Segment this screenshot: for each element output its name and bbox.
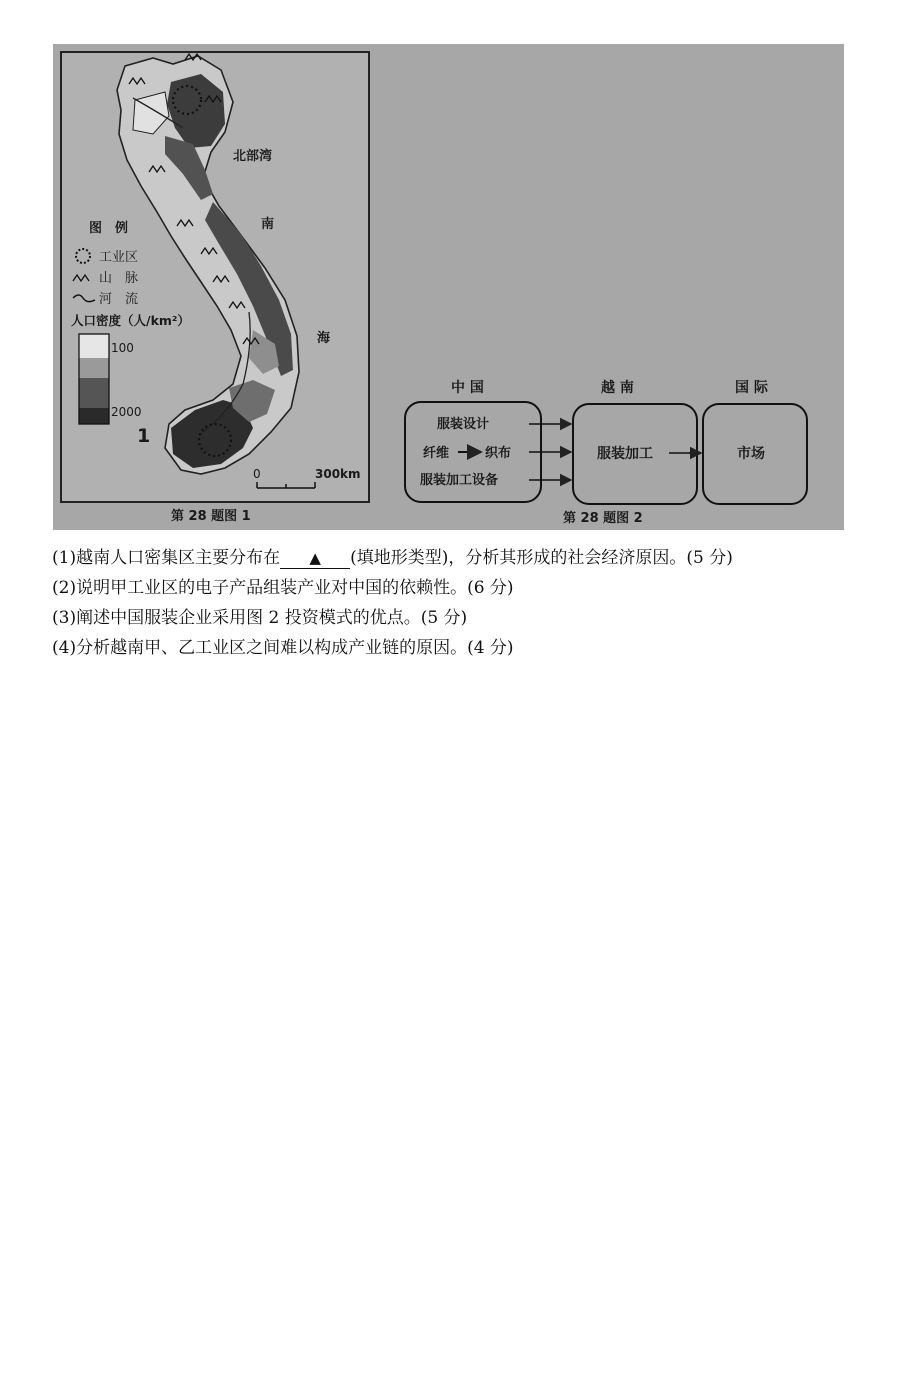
item-fiber: 纤维 <box>423 446 450 461</box>
figure-photo <box>53 44 844 530</box>
figure1-caption: 第 28 题图 1 <box>171 509 251 524</box>
item-market: 市场 <box>737 446 765 462</box>
item-equipment: 服装加工设备 <box>420 473 499 488</box>
header-international: 国 际 <box>735 380 768 396</box>
figure2-caption: 第 28 题图 2 <box>563 511 643 526</box>
item-garment-processing: 服装加工 <box>597 446 653 462</box>
question-1 <box>52 543 852 573</box>
question-3: (3)阐述中国服装企业采用图 2 投资模式的优点。(5 分) <box>52 608 468 628</box>
header-china: 中 国 <box>451 380 484 396</box>
question-4: (4)分析越南甲、乙工业区之间难以构成产业链的原因。(4 分) <box>52 638 514 658</box>
figures-svg <box>53 44 844 530</box>
header-vietnam: 越 南 <box>601 380 634 396</box>
legend-label-industrial: 工业区 <box>99 250 139 265</box>
density-high-label: 2000 <box>111 405 142 419</box>
figure2-diagram <box>405 379 807 526</box>
legend-label-river: 河 流 <box>99 292 139 307</box>
item-design: 服装设计 <box>437 417 490 432</box>
question-1-suffix: (填地形类型)，分析其形成的社会经济原因。(5 分) <box>350 548 733 568</box>
density-low-label: 100 <box>111 341 134 355</box>
zone-marker-jia: 1 <box>137 425 151 447</box>
scale-end: 300km <box>315 467 361 481</box>
answer-blank: ▲ <box>280 548 350 569</box>
legend-label-mountain: 山 脉 <box>99 271 139 286</box>
item-weave: 织布 <box>485 446 512 461</box>
density-scale-bar <box>79 334 109 424</box>
sea-label-1: 南 <box>261 217 275 232</box>
legend-title: 图 例 <box>89 221 129 236</box>
figure1-map <box>61 52 369 524</box>
scale-start: 0 <box>253 467 261 481</box>
question-1-prefix: (1)越南人口密集区主要分布在 <box>52 548 281 568</box>
gulf-label: 北部湾 <box>233 149 273 164</box>
question-2: (2)说明甲工业区的电子产品组装产业对中国的依赖性。(6 分) <box>52 578 514 598</box>
sea-label-2: 海 <box>317 331 331 346</box>
question-list <box>52 543 852 663</box>
density-title: 人口密度（人/km²） <box>71 313 190 328</box>
